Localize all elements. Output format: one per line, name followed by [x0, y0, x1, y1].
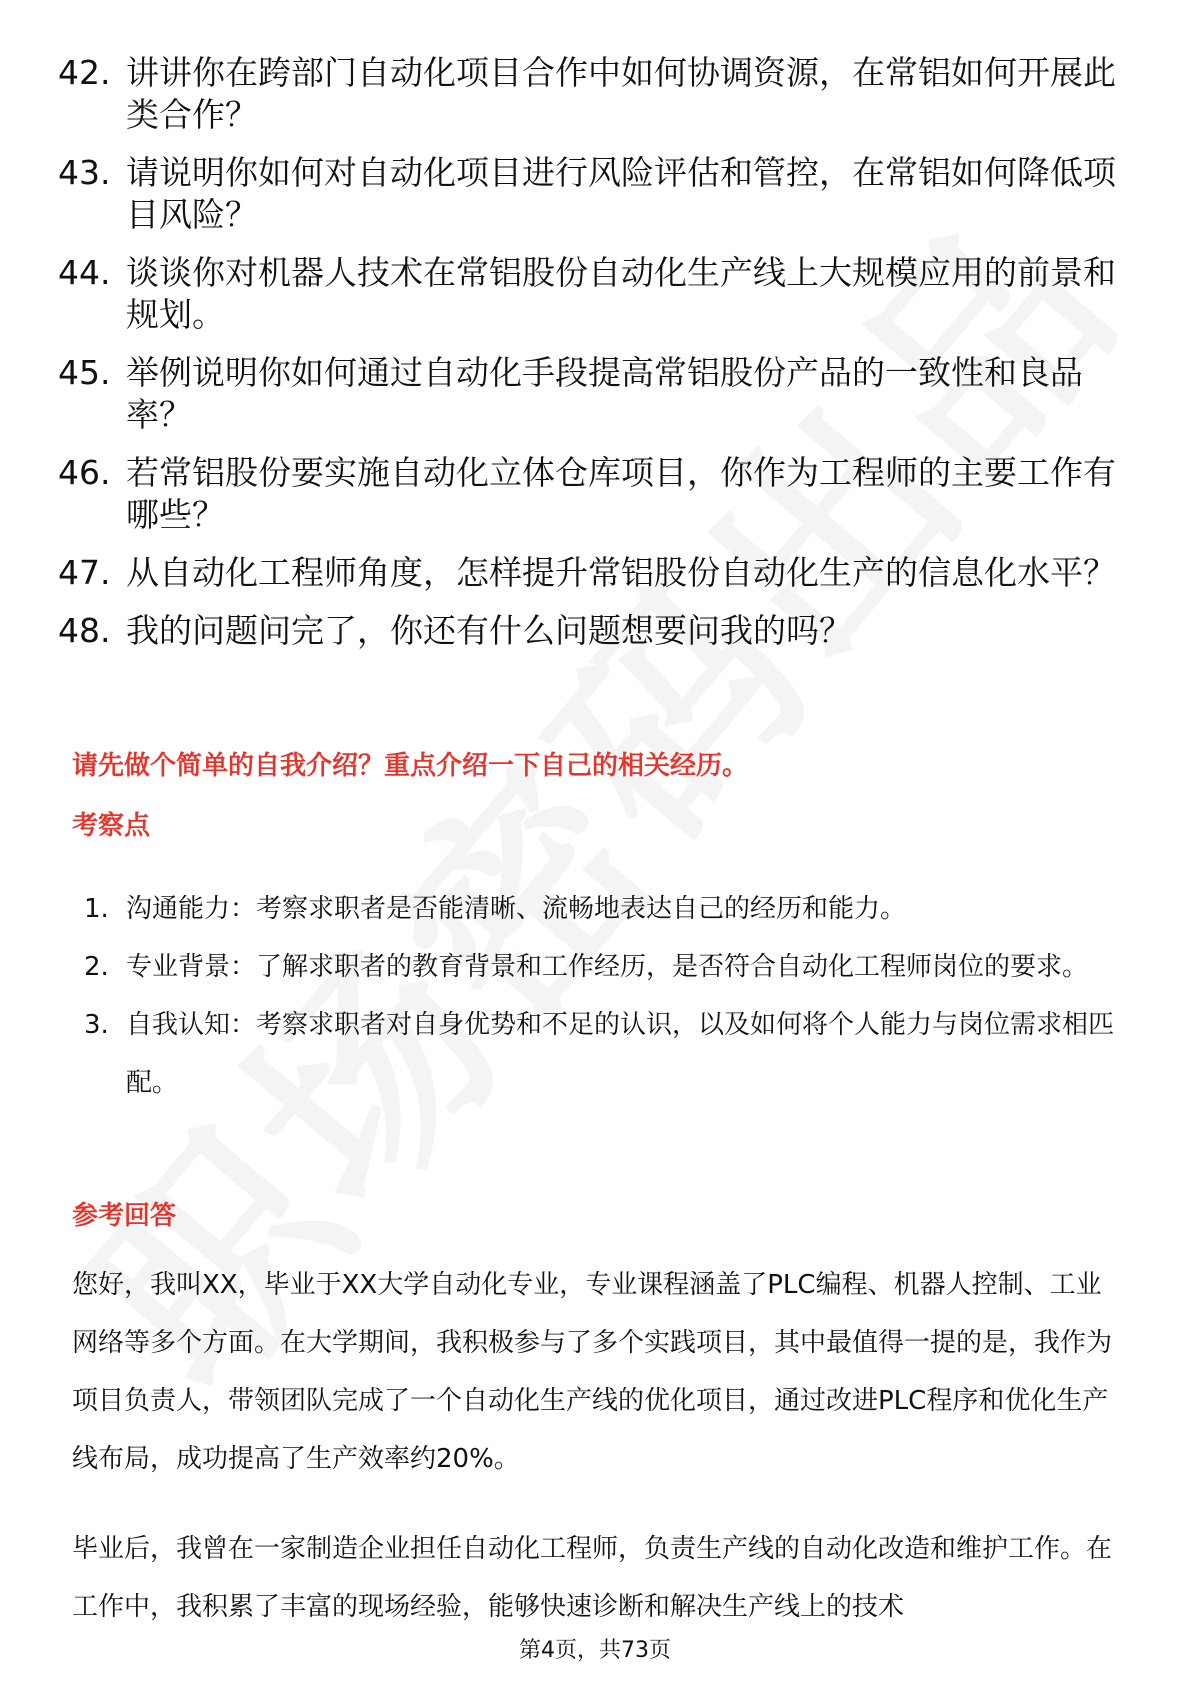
question-number: 42.	[58, 53, 111, 92]
answer-paragraph: 您好，我叫XX，毕业于XX大学自动化专业，专业课程涵盖了PLC编程、机器人控制、工业网络等多个方面。在大学期间，我积极参与了多个实践项目，其中最值得一提的是，我作为项目负责人，带领团队完成了一个自动化生产线的优化项目，通过改进PLC程序和优化生产线布局，成功提高了生产效率约20%。	[72, 1270, 1113, 1474]
question-item	[58, 552, 1118, 594]
focus-point	[84, 880, 1118, 938]
question-item	[58, 52, 1118, 136]
focus-point-text: 专业背景：了解求职者的教育背景和工作经历，是否符合自动化工程师岗位的要求。	[126, 952, 1089, 982]
focus-heading: 考察点	[72, 811, 151, 841]
question-item	[58, 152, 1118, 236]
focus-point-text: 自我认知：考察求职者对自身优势和不足的认识，以及如何将个人能力与岗位需求相匹配。	[126, 1010, 1115, 1098]
question-text: 请说明你如何对自动化项目进行风险评估和管控，在常铝如何降低项目风险？	[126, 153, 1116, 234]
question-item	[58, 352, 1118, 436]
answer-heading: 参考回答	[72, 1201, 177, 1231]
question-number: 46.	[58, 453, 111, 492]
question-number: 45.	[58, 353, 111, 392]
focus-points-list	[84, 880, 1118, 1112]
question-item	[58, 452, 1118, 536]
focus-point-number: 3.	[84, 1010, 109, 1040]
focus-point-number: 1.	[84, 894, 109, 924]
question-number: 48.	[58, 611, 111, 650]
question-number: 47.	[58, 553, 111, 592]
focus-point	[84, 996, 1118, 1112]
answer-paragraph: 毕业后，我曾在一家制造企业担任自动化工程师，负责生产线的自动化改造和维护工作。在工作中，我积累了丰富的现场经验，能够快速诊断和解决生产线上的技术	[72, 1534, 1113, 1622]
question-text: 若常铝股份要实施自动化立体仓库项目，你作为工程师的主要工作有哪些？	[126, 453, 1116, 534]
question-text: 谈谈你对机器人技术在常铝股份自动化生产线上大规模应用的前景和规划。	[126, 253, 1116, 334]
question-number: 43.	[58, 153, 111, 192]
focus-point	[84, 938, 1118, 996]
focus-point-number: 2.	[84, 952, 109, 982]
focus-point-text: 沟通能力：考察求职者是否能清晰、流畅地表达自己的经历和能力。	[126, 894, 907, 924]
question-text: 讲讲你在跨部门自动化项目合作中如何协调资源，在常铝如何开展此类合作？	[126, 53, 1116, 134]
question-item	[58, 252, 1118, 336]
section-question-heading: 请先做个简单的自我介绍？重点介绍一下自己的相关经历。	[72, 751, 749, 781]
question-number: 44.	[58, 253, 111, 292]
question-text: 从自动化工程师角度，怎样提升常铝股份自动化生产的信息化水平？	[126, 553, 1116, 592]
page-footer: 第4页，共73页	[519, 1638, 671, 1663]
question-list	[58, 52, 1118, 668]
question-text: 举例说明你如何通过自动化手段提高常铝股份产品的一致性和良品率？	[126, 353, 1083, 434]
question-text: 我的问题问完了，你还有什么问题想要问我的吗？	[126, 611, 852, 650]
question-item	[58, 610, 1118, 652]
